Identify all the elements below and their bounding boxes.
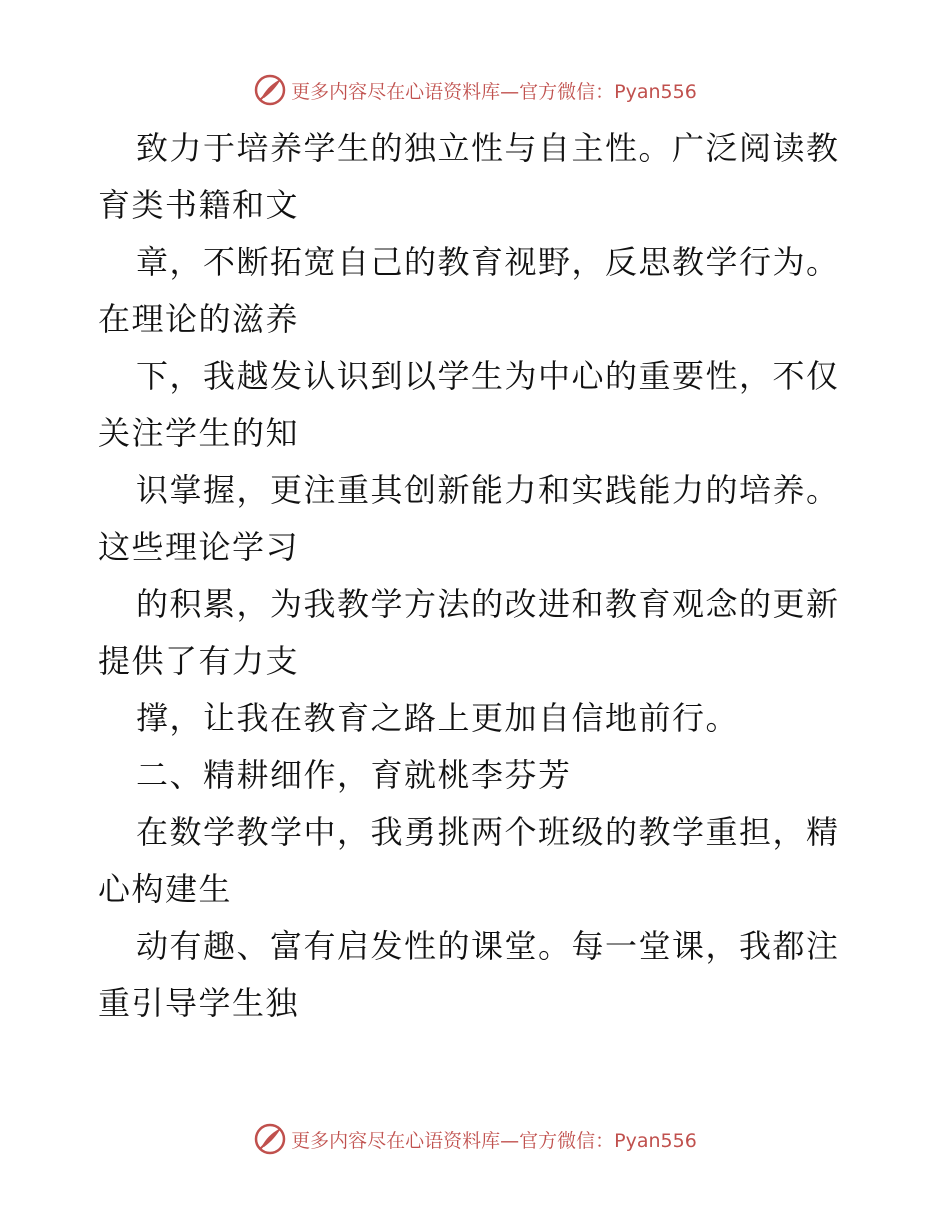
body-line: 章，不断拓宽自己的教育视野，反思教学行为。: [136, 243, 840, 281]
quill-logo-icon: [253, 73, 287, 107]
quill-logo-icon: [253, 1122, 287, 1156]
body-line: 这些理论学习: [98, 528, 300, 566]
body-line: 关注学生的知: [98, 414, 300, 452]
body-line: 心构建生: [98, 870, 233, 908]
header-banner-text: 更多内容尽在心语资料库—官方微信：Pyan556: [291, 80, 697, 103]
body-line: 识掌握，更注重其创新能力和实践能力的培养。: [136, 471, 840, 509]
body-line: 重引导学生独: [98, 984, 300, 1022]
body-line: 在数学教学中，我勇挑两个班级的教学重担，精: [136, 813, 840, 851]
body-line: 育类书籍和文: [98, 186, 300, 224]
header-banner: [0, 70, 950, 110]
body-line: 致力于培养学生的独立性与自主性。广泛阅读教: [136, 129, 840, 167]
body-line: 的积累，为我教学方法的改进和教育观念的更新: [136, 585, 840, 623]
body-line: 撑，让我在教育之路上更加自信地前行。: [136, 699, 740, 737]
body-line: 动有趣、富有启发性的课堂。每一堂课，我都注: [136, 927, 840, 965]
body-text: [98, 120, 858, 1032]
section-heading: 二、精耕细作，育就桃李芬芳: [136, 756, 572, 794]
footer-banner-text: 更多内容尽在心语资料库—官方微信：Pyan556: [291, 1129, 697, 1152]
footer-banner: [0, 1119, 950, 1159]
body-line: 在理论的滋养: [98, 300, 300, 338]
body-line: 提供了有力支: [98, 642, 300, 680]
body-line: 下，我越发认识到以学生为中心的重要性，不仅: [136, 357, 840, 395]
